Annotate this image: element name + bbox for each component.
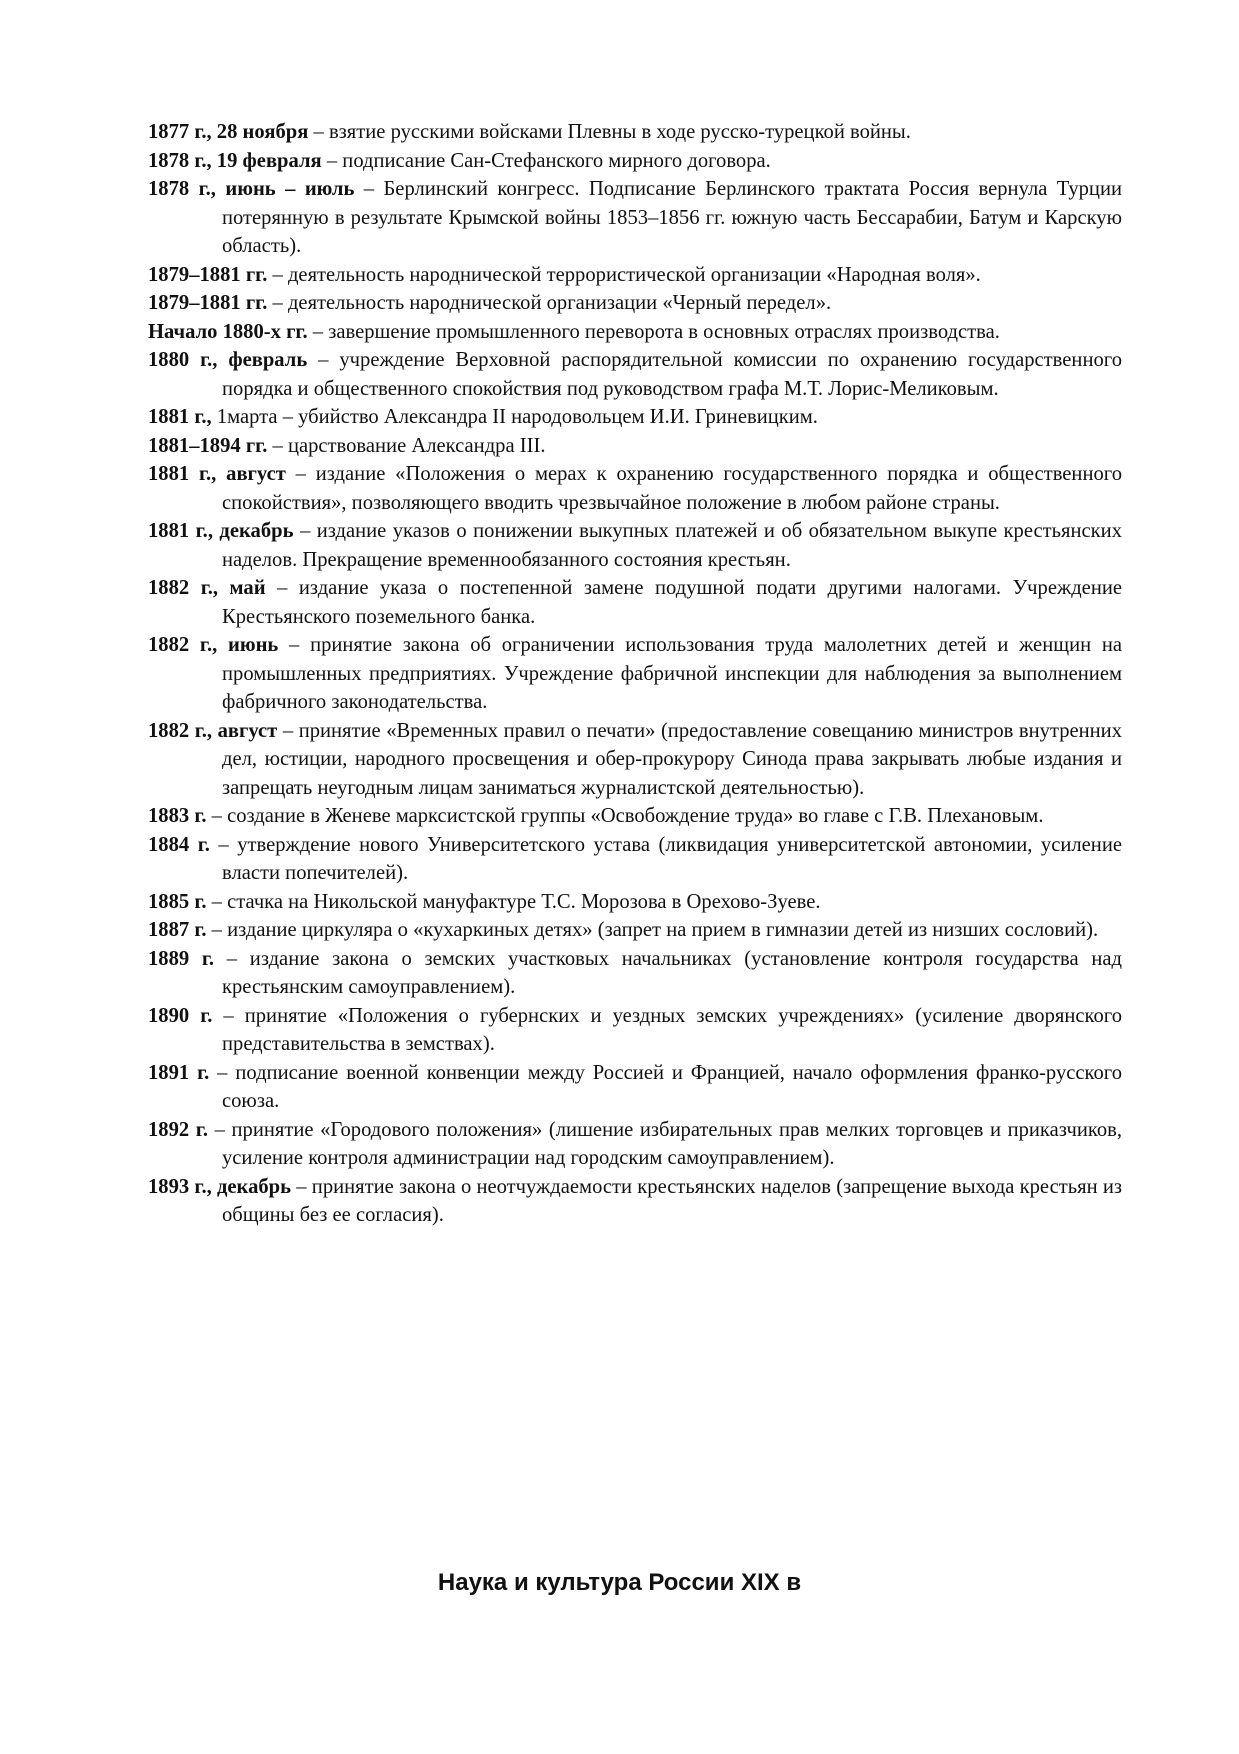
- entry-date: 1891 г.: [148, 1061, 210, 1084]
- entry-date: 1883 г.: [148, 805, 207, 827]
- entry-text: – принятие «Городового положения» (лишение избирательных прав мелких торговцев и приказчиков, усиление контроля администрации над городским самоуправлением).: [207, 1118, 1122, 1169]
- timeline-entry: [148, 318, 1122, 347]
- entry-date: 1882 г., август: [148, 719, 278, 742]
- timeline-entry: [148, 460, 1122, 517]
- entry-text: – принятие закона об ограничении использования труда малолетних детей и женщин на промышленных предприятиях. Учреждение фабричной инспекции для наблюдения за выполнением фабричного законодательства.: [222, 634, 1122, 713]
- entry-text: – взятие русскими войсками Плевны в ходе русско-турецкой войны.: [308, 121, 911, 143]
- entry-date: 1893 г., декабрь: [148, 1175, 292, 1198]
- entry-date: 1889 г.: [148, 947, 215, 970]
- timeline-list: [148, 118, 1122, 1230]
- timeline-entry: [148, 1059, 1122, 1116]
- timeline-entry: [148, 631, 1122, 717]
- entry-text: – принятие «Временных правил о печати» (предоставление совещанию министров внутренних дел, юстиции, народного просвещения и обер-прокурору Синода права закрывать любые издания и запрещать неугодным лицам заниматься журналистской деятельностью).: [222, 719, 1122, 799]
- entry-text: – утверждение нового Университетского устава (ликвидация университетской автономии, усиление власти попечителей).: [209, 833, 1122, 884]
- entry-date: 1882 г., май: [148, 577, 266, 599]
- entry-date: 1881 г., декабрь: [148, 520, 294, 542]
- entry-text: – Берлинский конгресс. Подписание Берлинского трактата Россия вернула Турции потерянную в результате Крымской войны 1853–1856 гг. южную часть Бессарабии, Батум и Карскую область).: [222, 178, 1122, 257]
- entry-text: – издание циркуляра о «кухаркиных детях» (запрет на прием в гимназии детей из низших сословий).: [206, 919, 1099, 941]
- entry-date: 1878 г., 19 февраля: [148, 149, 322, 172]
- entry-date: 1878 г., июнь – июль: [148, 178, 355, 200]
- timeline-entry: [148, 888, 1122, 917]
- entry-text: – принятие закона о неотчуждаемости крестьянских наделов (запрещение выхода крестьян из общины без ее согласия).: [222, 1175, 1122, 1226]
- timeline-entry: [148, 831, 1122, 888]
- entry-text: – издание указов о понижении выкупных платежей и об обязательном выкупе крестьянских наделов. Прекращение временнообязанного состояния крестьян.: [222, 520, 1122, 571]
- entry-date: Начало 1880-х гг.: [148, 320, 308, 343]
- entry-date: 1881 г., август: [148, 463, 286, 485]
- entry-text: – деятельность народнической террористической организации «Народная воля».: [267, 263, 981, 286]
- entry-text: – царствование Александра III.: [267, 434, 546, 457]
- entry-text: – подписание Сан-Стефанского мирного договора.: [321, 149, 771, 172]
- entry-date: 1879–1881 гг.: [148, 292, 268, 314]
- entry-date: 1879–1881 гг.: [148, 263, 268, 286]
- entry-text: – подписание военной конвенции между Россией и Францией, начало оформления франко-русского союза.: [209, 1061, 1123, 1112]
- entry-date: 1880 г., февраль: [148, 349, 308, 371]
- entry-text: 1марта – убийство Александра II народовольцем И.И. Гриневицким.: [211, 406, 818, 428]
- timeline-entry: [148, 289, 1122, 318]
- section-title: Наука и культура России XIX в: [437, 1568, 802, 1596]
- entry-text: – издание закона о земских участковых начальниках (установление контроля государства над крестьянским самоуправлением).: [214, 947, 1122, 998]
- timeline-entry: [148, 403, 1122, 432]
- timeline-entry: [148, 802, 1122, 831]
- entry-date: 1881–1894 гг.: [148, 434, 268, 457]
- entry-date: 1890 г.: [148, 1004, 213, 1027]
- entry-text: – деятельность народнической организации «Черный передел».: [267, 292, 832, 314]
- timeline-entry: [148, 147, 1122, 176]
- timeline-entry: [148, 1116, 1122, 1173]
- timeline-entry: [148, 432, 1122, 461]
- entry-text: – создание в Женеве марксистской группы «Освобождение труда» во главе с Г.В. Плехановым.: [206, 805, 1044, 827]
- timeline-entry: [148, 175, 1122, 261]
- entry-text: – завершение промышленного переворота в основных отраслях производства.: [307, 320, 1000, 343]
- entry-date: 1881 г.,: [148, 406, 212, 428]
- timeline-entry: [148, 574, 1122, 631]
- entry-date: 1884 г.: [148, 833, 210, 856]
- timeline-entry: [148, 945, 1122, 1002]
- entry-text: – стачка на Никольской мануфактуре Т.С. Морозова в Орехово-Зуеве.: [206, 890, 821, 913]
- entry-date: 1877 г., 28 ноября: [148, 121, 309, 143]
- timeline-entry: [148, 261, 1122, 290]
- timeline-entry: [148, 346, 1122, 403]
- entry-date: 1892 г.: [148, 1118, 208, 1141]
- entry-text: – издание «Положения о мерах к охранению государственного порядка и общественного спокойствия», позволяющего вводить чрезвычайное положение в любом районе страны.: [222, 463, 1123, 514]
- entry-date: 1882 г., июнь: [148, 634, 279, 656]
- entry-date: 1885 г.: [148, 890, 207, 913]
- timeline-entry: [148, 517, 1122, 574]
- timeline-entry: [148, 1173, 1122, 1230]
- timeline-entry: [148, 717, 1122, 803]
- entry-text: – учреждение Верховной распорядительной комиссии по охранению государственного порядка и общественного спокойствия под руководством графа М.Т. Лорис-Меликовым.: [222, 349, 1122, 400]
- entry-text: – издание указа о постепенной замене подушной подати другими налогами. Учреждение Крестьянского поземельного банка.: [222, 577, 1122, 628]
- timeline-entry: [148, 916, 1122, 945]
- entry-text: – принятие «Положения о губернских и уездных земских учреждениях» (усиление дворянского представительства в земствах).: [212, 1004, 1122, 1055]
- timeline-entry: [148, 1002, 1122, 1059]
- entry-date: 1887 г.: [148, 919, 207, 941]
- timeline-entry: [148, 118, 1122, 147]
